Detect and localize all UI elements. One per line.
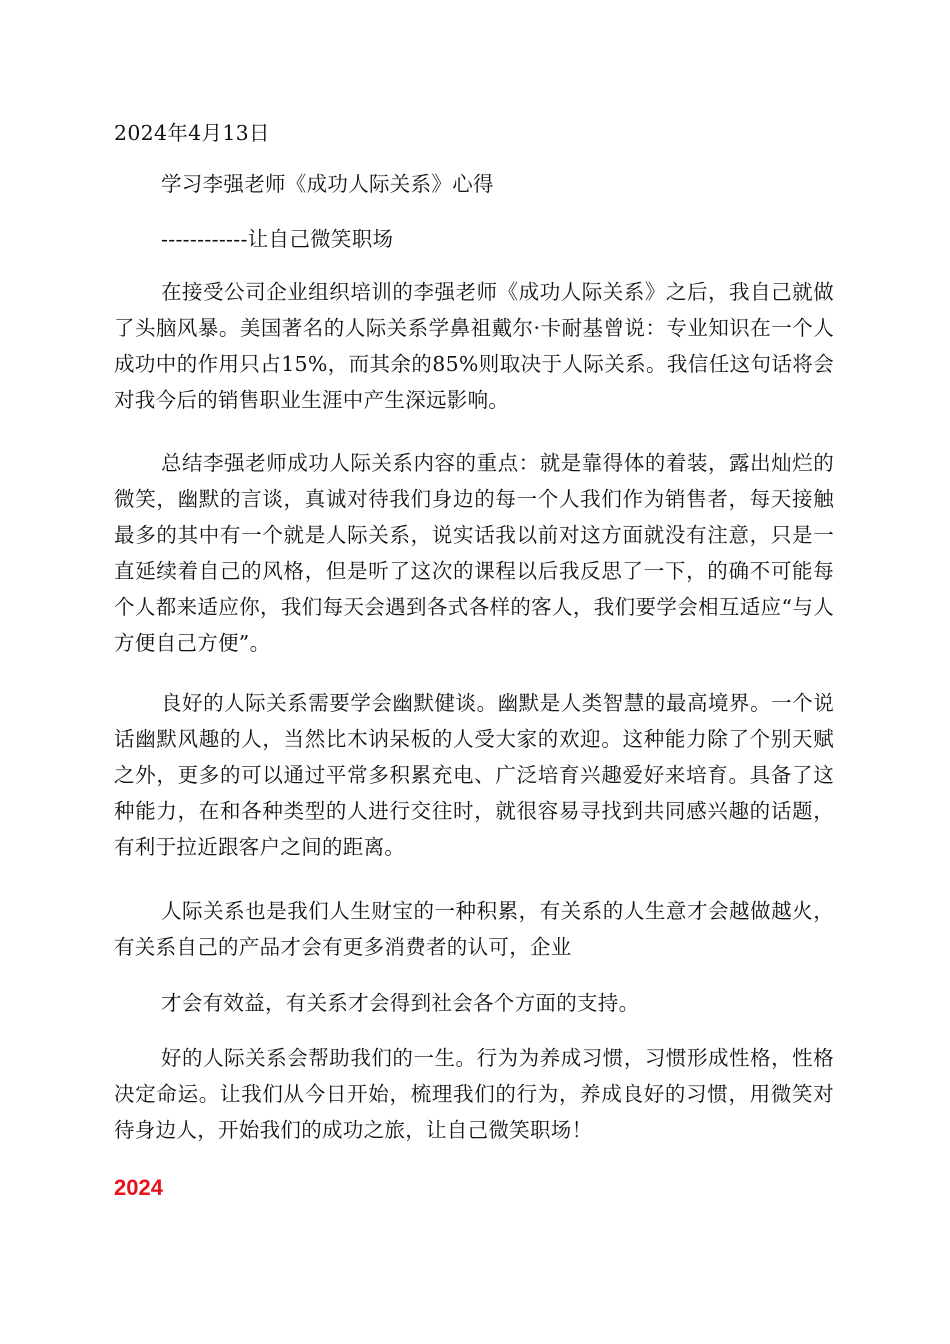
document-date: 2024年4月13日 xyxy=(114,121,270,145)
document-subtitle: ------------让自己微笑职场 xyxy=(161,227,394,251)
paragraph-4: 人际关系也是我们人生财宝的一种积累，有关系的人生意才会越做越火，有关系自己的产品才会有更多消费者的认可，企业 xyxy=(114,899,834,959)
paragraph-3: 良好的人际关系需要学会幽默健谈。幽默是人类智慧的最高境界。一个说话幽默风趣的人，当然比木讷呆板的人受大家的欢迎。这种能力除了个别天赋之外，更多的可以通过平常多积累充电、广泛培育兴趣爱好来培育。具备了这种能力，在和各种类型的人进行交往时，就很容易寻找到共同感兴趣的话题，有利于拉近跟客户之间的距离。 xyxy=(114,691,834,859)
paragraph-6: 好的人际关系会帮助我们的一生。行为为养成习惯，习惯形成性格，性格决定命运。让我们从今日开始，梳理我们的行为，养成良好的习惯，用微笑对待身边人，开始我们的成功之旅，让自己微笑职场！ xyxy=(114,1046,834,1142)
document-title: 学习李强老师《成功人际关系》心得 xyxy=(161,172,494,196)
paragraph-5: 才会有效益，有关系才会得到社会各个方面的支持。 xyxy=(161,991,640,1015)
paragraph-1: 在接受公司企业组织培训的李强老师《成功人际关系》之后，我自己就做了头脑风暴。美国著名的人际关系学鼻祖戴尔·卡耐基曾说：专业知识在一个人成功中的作用只占15%，而其余的85%则取决于人际关系。我信任这句话将会对我今后的销售职业生涯中产生深远影响。 xyxy=(114,280,834,412)
footer-year: 2024 xyxy=(114,1175,163,1200)
paragraph-2: 总结李强老师成功人际关系内容的重点：就是靠得体的着装，露出灿烂的微笑，幽默的言谈，真诚对待我们身边的每一个人我们作为销售者，每天接触最多的其中有一个就是人际关系，说实话我以前对这方面就没有注意，只是一直延续着自己的风格，但是听了这次的课程以后我反思了一下，的确不可能每个人都来适应你，我们每天会遇到各式各样的客人，我们要学会相互适应“与人方便自己方便”。 xyxy=(114,451,834,655)
